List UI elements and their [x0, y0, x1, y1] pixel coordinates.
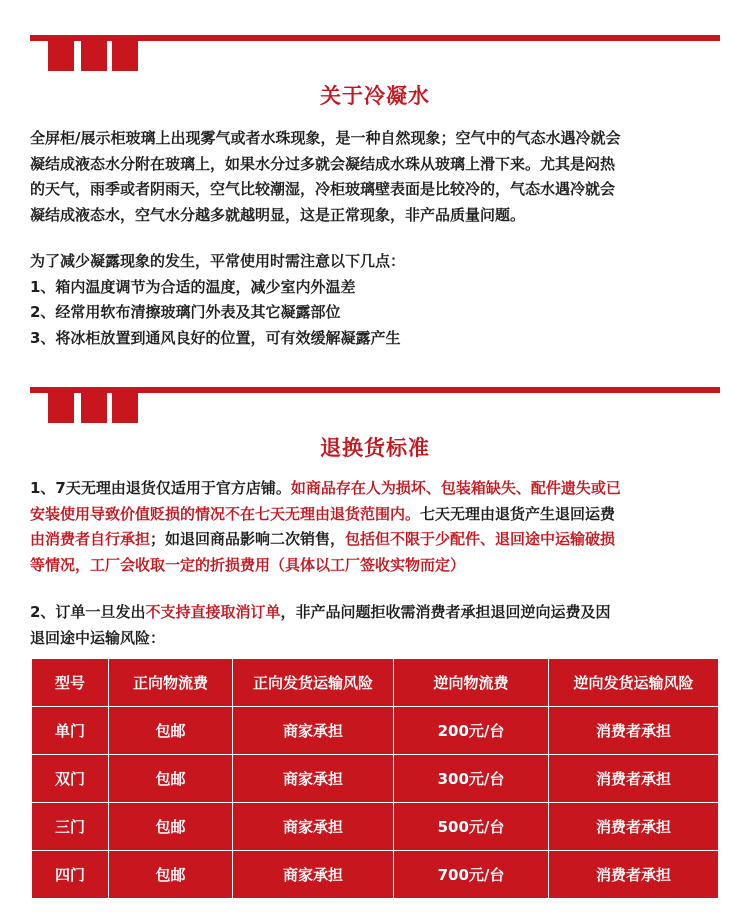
cell-model: 双门: [32, 755, 109, 803]
rule-text-highlight: 包括但不限于少配件、退回途中运输破损: [345, 530, 616, 548]
paragraph-line: 的天气，雨季或者阴雨天，空气比较潮湿，冷柜玻璃壁表面是比较冷的，气态水遇冷就会: [30, 180, 616, 198]
section-header-block: [81, 41, 107, 71]
cell-forward-fee: 包邮: [109, 755, 233, 803]
table-row: [32, 803, 718, 851]
section-title-return-policy: 退换货标准: [320, 436, 430, 460]
header-reverse-risk: 逆向发货运输风险: [549, 659, 718, 707]
cell-forward-risk: 商家承担: [233, 755, 394, 803]
cell-reverse-fee: 500元/台: [394, 803, 549, 851]
header-model: 型号: [32, 659, 109, 707]
rule-line: [30, 626, 720, 652]
rule-text: 2、订单一旦发出: [30, 603, 146, 621]
condensation-tips: [30, 249, 720, 351]
rule-line: [30, 502, 720, 528]
paragraph-line: 全屏柜/展示柜玻璃上出现雾气或者水珠现象，是一种自然现象；空气中的气态水遇冷就会: [30, 129, 621, 147]
cell-forward-fee: 包邮: [109, 707, 233, 755]
tip-item: 1、箱内温度调节为合适的温度，减少室内外温差: [30, 277, 356, 296]
cell-forward-fee: 包邮: [109, 851, 233, 898]
rule-text-highlight: 安装使用导致价值贬损的情况不在七天无理由退货范围内。: [30, 504, 421, 523]
cell-reverse-risk: 消费者承担: [595, 866, 671, 884]
paragraph-line: 凝结成液态水分附在玻璃上，如果水分过多就会凝结成水珠从玻璃上滑下来。尤其是闷热: [30, 154, 616, 173]
cell-reverse-fee: 200元/台: [394, 707, 549, 755]
cell-forward-risk: 商家承担: [233, 707, 394, 755]
cell-model: 三门: [32, 803, 109, 851]
cell-reverse-fee: 300元/台: [394, 755, 549, 803]
paragraph-line: 凝结成液态水，空气水分越多就越明显，这是正常现象，非产品质量问题。: [30, 205, 526, 224]
section-header-block: [48, 41, 74, 71]
table-row: [32, 851, 718, 898]
table-row: [32, 755, 718, 803]
rule-text: ，非产品问题拒收需消费者承担退回逆向运费及因: [280, 603, 611, 621]
rule-line: [30, 527, 720, 553]
cell-reverse-risk: 消费者承担: [549, 803, 718, 851]
return-rule-1: [30, 476, 720, 578]
cell-reverse-risk: 消费者承担: [549, 707, 718, 755]
rule-line: [30, 476, 720, 502]
rule-text-highlight: 由消费者自行承担: [30, 530, 151, 548]
section-title-condensation: 关于冷凝水: [320, 84, 430, 108]
section-header-block: [112, 393, 138, 423]
section-header-block: [112, 41, 138, 71]
rule-text: 退回途中运输风险：: [30, 628, 166, 647]
shipping-fee-table: [32, 659, 718, 898]
header-reverse-fee: 逆向物流费: [394, 659, 549, 707]
cell-forward-fee: 包邮: [109, 803, 233, 851]
section-header-block: [48, 393, 74, 423]
cell-model: 四门: [32, 851, 109, 898]
header-forward-risk: 正向发货运输风险: [233, 659, 394, 707]
section-header-block: [81, 393, 107, 423]
condensation-paragraph: [30, 126, 720, 228]
table-row: [32, 707, 718, 755]
tip-item: 2、经常用软布清擦玻璃门外表及其它凝露部位: [30, 303, 341, 321]
rule-text: ；如退回商品影响二次销售，: [150, 530, 346, 548]
table-header-row: [32, 659, 718, 707]
rule-text-highlight: 如商品存在人为损坏、包装箱缺失、配件遗失或已: [290, 479, 621, 497]
cell-reverse-fee: 700元/台: [394, 851, 549, 898]
rule-text: 七天无理由退货产生退回运费: [420, 504, 616, 523]
cell-reverse-risk: 消费者承担: [549, 755, 718, 803]
cell-model: 单门: [32, 707, 109, 755]
cell-forward-risk: 商家承担: [233, 803, 394, 851]
rule-text: 1、7天无理由退货仅适用于官方店铺。: [30, 479, 291, 497]
rule-line: [30, 553, 720, 579]
rule-line: [30, 600, 720, 626]
header-forward-fee: 正向物流费: [109, 659, 233, 707]
rule-text-highlight: 不支持直接取消订单: [145, 603, 281, 621]
rule-text-highlight: 等情况，工厂会收取一定的折损费用（具体以工厂签收实物而定）: [30, 555, 466, 574]
tip-item: 3、将冰柜放置到通风良好的位置，可有效缓解凝露产生: [30, 328, 401, 347]
return-rule-2: [30, 600, 720, 651]
cell-forward-risk: 商家承担: [233, 851, 394, 898]
tips-intro: 为了减少凝露现象的发生，平常使用时需注意以下几点：: [30, 252, 406, 270]
